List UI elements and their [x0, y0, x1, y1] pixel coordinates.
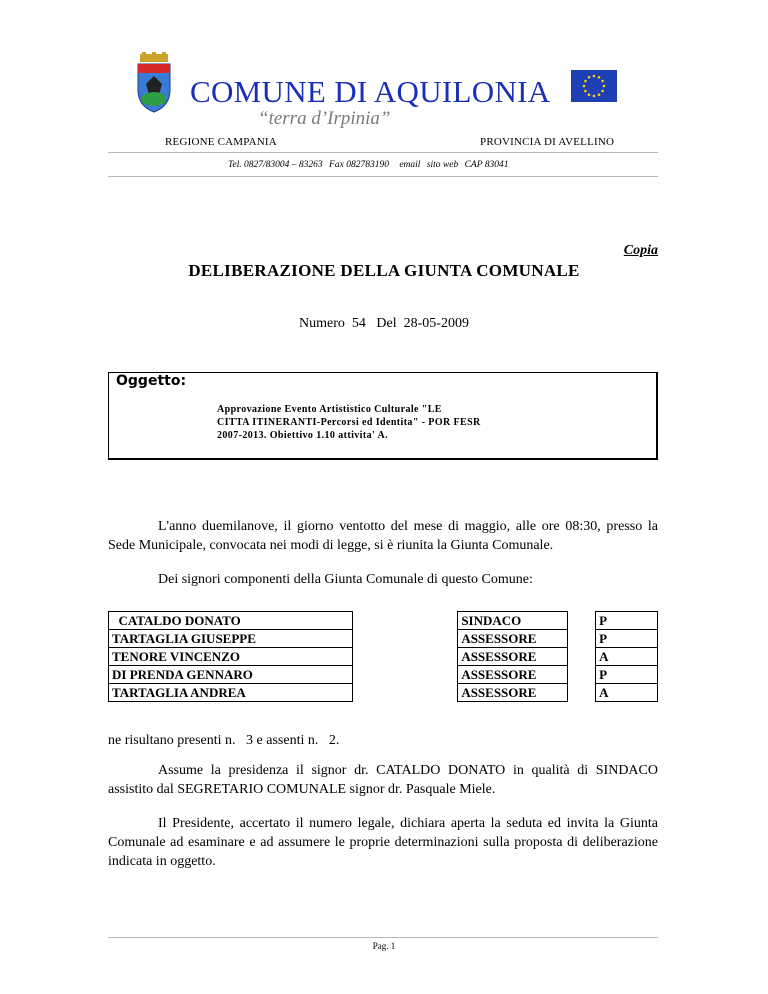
copy-label: Copia — [623, 243, 658, 258]
eu-flag-icon — [571, 70, 617, 102]
contact-line — [228, 160, 513, 170]
table-gap — [568, 666, 596, 684]
region-label: REGIONE CAMPANIA — [165, 136, 277, 148]
member-name: TENORE VINCENZO — [109, 648, 353, 666]
footer-divider — [108, 937, 658, 938]
meeting-paragraph: L'anno duemilanove, il giorno ventotto del mese di maggio, alle ore 08:30, presso la Sede Municipale, convocata nei modi di legge, si è riunita la Giunta Comunale. — [108, 519, 658, 553]
member-role: ASSESSORE — [458, 648, 568, 666]
member-role: ASSESSORE — [458, 666, 568, 684]
subject-line: CITTA ITINERANTI-Percorsi ed Identita" - POR FESR — [217, 417, 481, 428]
table-row — [109, 630, 658, 648]
table-gap — [568, 684, 596, 702]
subject-line: 2007-2013. Obiettivo 1.10 attivita' A. — [217, 430, 389, 441]
table-gap — [352, 666, 458, 684]
table-gap — [352, 612, 458, 630]
member-status: A — [596, 648, 658, 666]
website-label: sito web — [426, 160, 459, 170]
opening-paragraph: Il Presidente, accertato il numero legale, dichiara aperta la seduta ed invita la Giunta Comunale ad esaminare e ad assumere le proprie determinazioni sulla proposta di deliberazione indicata in oggetto. — [108, 816, 658, 869]
member-name: CATALDO DONATO — [109, 612, 353, 630]
motto: “terra d’Irpinia” — [258, 108, 391, 129]
province-label: PROVINCIA DI AVELLINO — [480, 136, 615, 148]
member-role: ASSESSORE — [458, 630, 568, 648]
member-status: P — [596, 612, 658, 630]
member-name: TARTAGLIA ANDREA — [109, 684, 353, 702]
table-gap — [568, 648, 596, 666]
member-role: SINDACO — [458, 612, 568, 630]
phone-number: Tel. 0827/83004 – 83263 — [228, 160, 323, 170]
table-row — [109, 612, 658, 630]
table-row — [109, 666, 658, 684]
postal-code: CAP 83041 — [464, 160, 509, 170]
municipality-title: COMUNE DI AQUILONIA — [190, 74, 551, 109]
header-divider-top — [108, 152, 658, 153]
member-status: A — [596, 684, 658, 702]
email-label: email — [399, 160, 421, 170]
presidency-paragraph: Assume la presidenza il signor dr. CATALDO DONATO in qualità di SINDACO assistito dal SEGRETARIO COMUNALE signor dr. Pasquale Miele. — [108, 763, 658, 797]
member-status: P — [596, 666, 658, 684]
member-name: DI PRENDA GENNARO — [109, 666, 353, 684]
members-intro: Dei signori componenti della Giunta Comunale di questo Comune: — [158, 572, 533, 587]
resolution-number: Numero 54 Del 28-05-2009 — [299, 316, 469, 331]
fax-number: Fax 082783190 — [329, 160, 389, 170]
table-row — [109, 684, 658, 702]
table-gap — [352, 648, 458, 666]
subject-text — [217, 403, 637, 442]
subject-label: Oggetto: — [116, 373, 187, 389]
subject-line: Approvazione Evento Artististico Culturale "LE — [217, 404, 442, 415]
attendance-summary: ne risultano presenti n. 3 e assenti n. 2. — [108, 733, 340, 748]
coat-of-arms-icon — [134, 52, 174, 114]
members-table — [108, 611, 658, 702]
table-gap — [352, 684, 458, 702]
member-name: TARTAGLIA GIUSEPPE — [109, 630, 353, 648]
table-gap — [568, 630, 596, 648]
member-status: P — [596, 630, 658, 648]
table-gap — [568, 612, 596, 630]
member-role: ASSESSORE — [458, 684, 568, 702]
header-divider-bottom — [108, 176, 658, 177]
table-gap — [352, 630, 458, 648]
page-number: Pag. 1 — [372, 941, 396, 951]
table-row — [109, 648, 658, 666]
document-title: DELIBERAZIONE DELLA GIUNTA COMUNALE — [188, 261, 580, 280]
